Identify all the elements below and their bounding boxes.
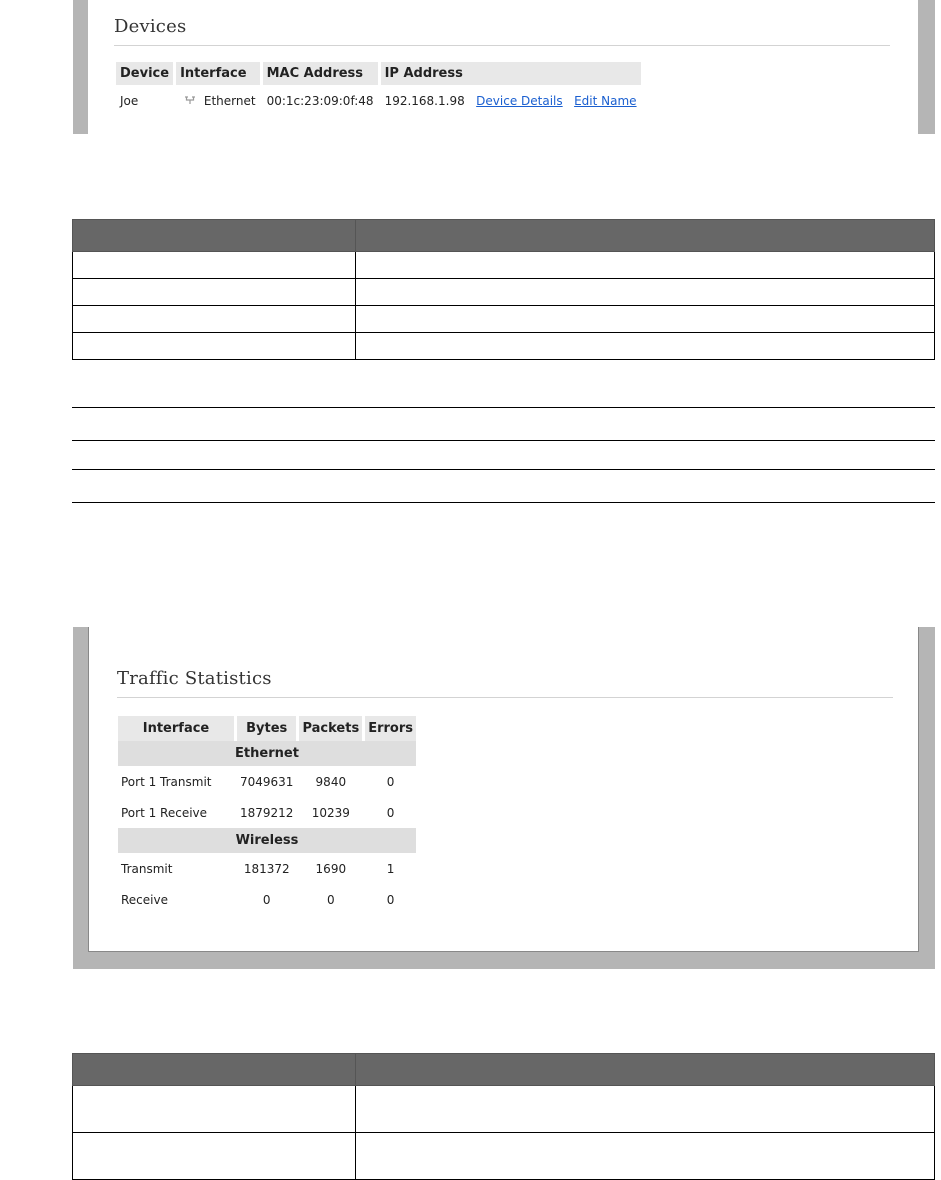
ethernet-icon bbox=[180, 95, 200, 108]
table-cell bbox=[73, 306, 356, 333]
errors-value: 0 bbox=[386, 805, 395, 820]
bytes-value: 7049631 bbox=[240, 774, 294, 789]
devices-table-header-row bbox=[116, 62, 641, 85]
packets-value: 1690 bbox=[315, 861, 347, 876]
device-interface-cell bbox=[176, 85, 260, 108]
doc-table-2 bbox=[72, 1053, 935, 1180]
traffic-panel-content bbox=[88, 627, 919, 952]
doc-table-2-header-cell bbox=[73, 1054, 356, 1086]
col-device: Device bbox=[116, 62, 173, 85]
errors-value: 0 bbox=[386, 892, 395, 907]
row-label: Receive bbox=[121, 892, 168, 907]
device-interface: Ethernet bbox=[203, 94, 256, 108]
table-cell bbox=[356, 1086, 935, 1133]
bytes-value: 1879212 bbox=[240, 805, 294, 820]
table-row bbox=[73, 333, 935, 360]
device-details-link[interactable]: Device Details bbox=[476, 94, 563, 108]
table-cell bbox=[73, 252, 356, 279]
device-ip: 192.168.1.98 bbox=[384, 94, 465, 108]
doc-table-1-header-cell bbox=[356, 220, 935, 252]
device-name: Joe bbox=[120, 94, 139, 108]
traffic-title-rule bbox=[117, 697, 893, 698]
table-row bbox=[73, 306, 935, 333]
bytes-value: 0 bbox=[262, 892, 271, 907]
table-cell bbox=[356, 252, 935, 279]
table-row bbox=[73, 252, 935, 279]
row-label: Port 1 Transmit bbox=[121, 774, 212, 789]
divider-line bbox=[72, 469, 935, 470]
packets-value: 10239 bbox=[311, 805, 350, 820]
divider-line bbox=[72, 440, 935, 441]
col-mac-address: MAC Address bbox=[263, 62, 378, 85]
packets-value: 9840 bbox=[315, 774, 347, 789]
table-cell bbox=[356, 333, 935, 360]
col-packets: Packets bbox=[299, 716, 362, 741]
row-label: Transmit bbox=[121, 861, 173, 876]
col-interface: Interface bbox=[176, 62, 260, 85]
col-bytes: Bytes bbox=[237, 716, 296, 741]
table-row bbox=[73, 1086, 935, 1133]
traffic-table-header-row bbox=[118, 716, 416, 741]
devices-title-rule bbox=[114, 45, 890, 46]
traffic-panel bbox=[73, 627, 935, 969]
table-cell bbox=[73, 1133, 356, 1180]
divider-line bbox=[72, 407, 935, 408]
table-cell bbox=[73, 1086, 356, 1133]
doc-table-1-header bbox=[73, 220, 935, 252]
table-row bbox=[118, 797, 416, 828]
table-row bbox=[116, 85, 641, 108]
table-cell bbox=[73, 279, 356, 306]
section-row-wireless bbox=[118, 828, 416, 853]
table-row bbox=[73, 279, 935, 306]
section-label: Ethernet bbox=[118, 741, 416, 766]
devices-table bbox=[113, 62, 644, 108]
device-ip-cell bbox=[381, 85, 641, 108]
doc-table-2-header-cell bbox=[356, 1054, 935, 1086]
traffic-table bbox=[115, 716, 419, 915]
packets-value: 0 bbox=[327, 892, 335, 907]
errors-value: 0 bbox=[386, 774, 395, 789]
edit-name-link[interactable]: Edit Name bbox=[574, 94, 637, 108]
traffic-title: Traffic Statistics bbox=[117, 668, 272, 689]
bytes-value: 181372 bbox=[243, 861, 290, 876]
table-cell bbox=[73, 333, 356, 360]
devices-title: Devices bbox=[114, 16, 187, 37]
table-row bbox=[118, 766, 416, 797]
table-row bbox=[73, 1133, 935, 1180]
table-row bbox=[118, 853, 416, 884]
table-cell bbox=[356, 306, 935, 333]
table-cell bbox=[356, 279, 935, 306]
doc-table-1 bbox=[72, 219, 935, 360]
col-errors: Errors bbox=[365, 716, 416, 741]
col-ip-address: IP Address bbox=[381, 62, 641, 85]
table-row bbox=[118, 884, 416, 915]
table-cell bbox=[356, 1133, 935, 1180]
device-mac: 00:1c:23:09:0f:48 bbox=[266, 94, 374, 108]
section-row-ethernet bbox=[118, 741, 416, 766]
devices-panel-content bbox=[88, 0, 918, 134]
devices-panel bbox=[73, 0, 935, 134]
col-interface: Interface bbox=[118, 716, 234, 741]
row-label: Port 1 Receive bbox=[121, 805, 208, 820]
doc-table-1-header-cell bbox=[73, 220, 356, 252]
errors-value: 1 bbox=[386, 861, 395, 876]
divider-line bbox=[72, 502, 935, 503]
section-label: Wireless bbox=[118, 828, 416, 853]
doc-table-2-header bbox=[73, 1054, 935, 1086]
